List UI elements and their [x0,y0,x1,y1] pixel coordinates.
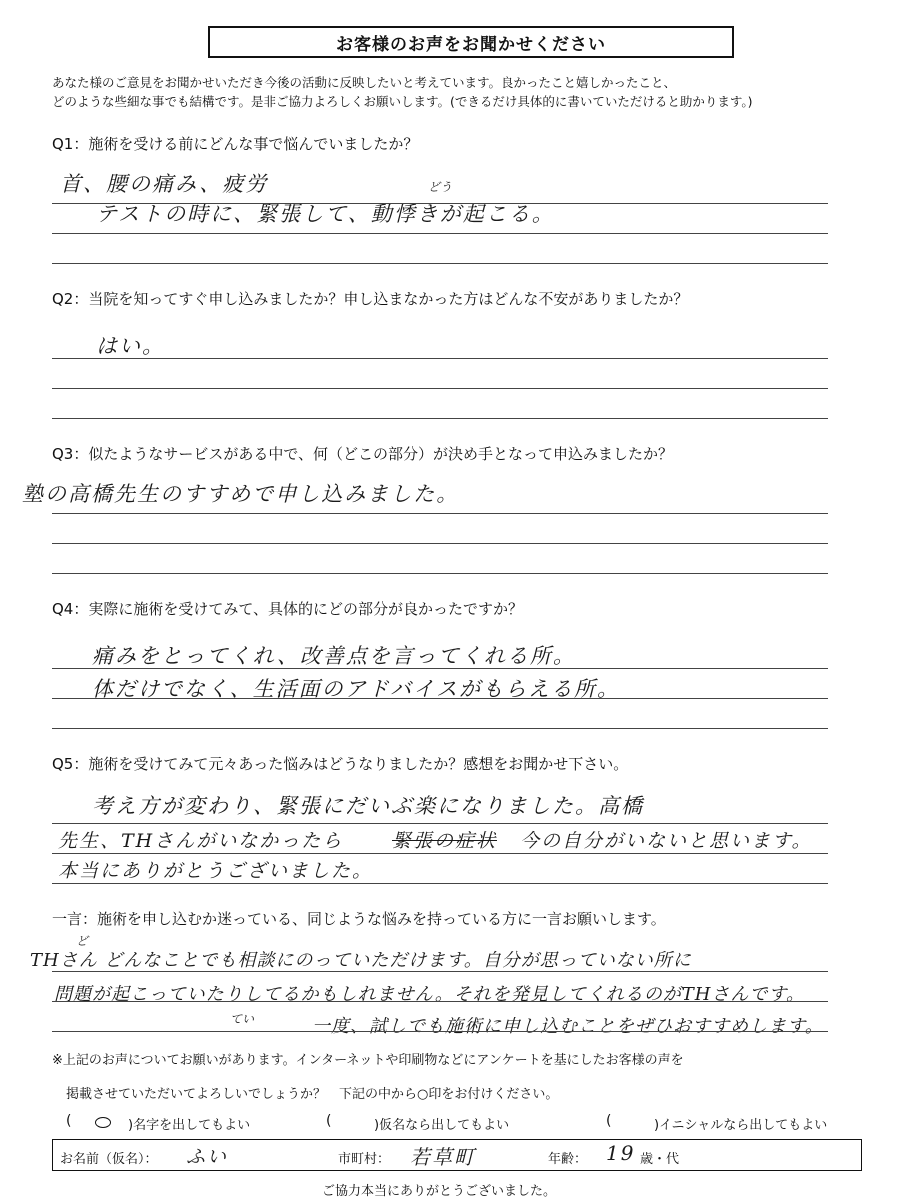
option-2-paren: ( [326,1113,332,1129]
option-3-paren: ( [606,1113,612,1129]
answer-line [52,263,828,264]
answer-1-line-1: 首、腰の痛み、疲労 [60,172,269,196]
answer-6-line-1: THさん どんなことでも相談にのっていただけます。自分が思っていない所に [30,950,692,971]
answer-line [52,698,828,699]
option-1-paren: ( [66,1113,72,1129]
option-2-label[interactable]: )仮名なら出してもよい [374,1118,510,1133]
answer-line [52,203,828,204]
answer-line [52,418,828,419]
question-5-label: Q5：施術を受けてみて元々あった悩みはどうなりましたか？感想をお聞かせ下さい。 [52,755,629,773]
answer-5-line-3: 今の自分がいないと思います。 [520,830,813,852]
answer-5-line-4: 本当にありがとうございました。 [58,860,374,882]
answer-5-line-2: 先生、THさんがいなかったら [58,830,344,852]
answer-line [52,543,828,544]
notice-line-1: ※上記のお声についてお願いがあります。インターネットや印刷物などにアンケートを基にしたお客様の声を [52,1053,684,1068]
age-value[interactable]: 19 [606,1141,636,1165]
answer-line [52,668,828,669]
answer-line [52,1001,828,1002]
age-label: 年齢： [548,1152,588,1167]
page-title: お客様のお声をお聞かせください [208,26,734,58]
footer-thanks: ご協力本当にありがとうございました。 [322,1184,557,1199]
answer-6-line-3: 一度、試しでも施術に申し込むことをぜひおすすめします。 [312,1016,824,1037]
answer-line [52,513,828,514]
answer-line [52,853,828,854]
name-value[interactable]: ふい [186,1146,229,1168]
answer-5-line-1: 考え方が変わり、緊張にだいぶ楽になりました。高橋 [92,794,644,818]
answer-line [52,388,828,389]
intro-line-2: どのような些細な事でも結構です。是非ご協力よろしくお願いします。(できるだけ具体的に書いていただけると助かります。) [52,94,753,109]
answer-2-line-1: はい。 [96,334,165,358]
notice-line-2: 掲載させていただいてよろしいでしょうか？ 下記の中から○印をお付けください。 [66,1087,559,1102]
age-suffix: 歳・代 [640,1152,680,1167]
answer-5-crossed: 緊張の症状 [392,830,498,852]
answer-3-line-1: 塾の高橋先生のすすめで申し込みました。 [22,482,460,506]
answer-line [52,1031,828,1032]
answer-1-furigana: どう [428,180,453,194]
answer-4-line-1: 痛みをとってくれ、改善点を言ってくれる所。 [92,644,576,668]
question-3-label: Q3：似たようなサービスがある中で、何（どこの部分）が決め手となって申込みましたか？ [52,445,674,463]
option-1-label[interactable]: )名字を出してもよい [128,1118,251,1133]
answer-line [52,883,828,884]
answer-line [52,573,828,574]
circle-mark-icon [95,1117,111,1128]
question-2-label: Q2：当院を知ってすぐ申し込みましたか？申し込まなかった方はどんな不安がありましたか？ [52,290,689,308]
answer-line [52,233,828,234]
answer-6-furigana-1: ど [76,934,89,948]
city-value[interactable]: 若草町 [410,1145,476,1169]
question-4-label: Q4：実際に施術を受けてみて、具体的にどの部分が良かったですか？ [52,600,524,618]
answer-6-line-2: 問題が起こっていたりしてるかもしれません。それを発見してくれるのがTHさんです。 [54,984,805,1005]
answer-line [52,823,828,824]
answer-line [52,358,828,359]
name-label: お名前（仮名）： [60,1152,158,1167]
answer-line [52,971,828,972]
answer-6-furigana-2: てい [230,1012,255,1026]
answer-line [52,728,828,729]
city-label: 市町村： [338,1152,391,1167]
answer-1-line-2: テストの時に、緊張して、動悸きが起こる。 [96,202,555,226]
option-3-label[interactable]: )イニシャルなら出してもよい [654,1118,828,1133]
intro-line-1: あなた様のご意見をお聞かせいただき今後の活動に反映したいと考えています。良かったこと嬉しかったこと、 [52,75,677,90]
question-1-label: Q1：施術を受ける前にどんな事で悩んでいましたか？ [52,135,419,153]
question-6-label: 一言：施術を申し込むか迷っている、同じような悩みを持っている方に一言お願いします。 [52,910,666,928]
answer-4-line-2: 体だけでなく、生活面のアドバイスがもらえる所。 [92,677,620,701]
